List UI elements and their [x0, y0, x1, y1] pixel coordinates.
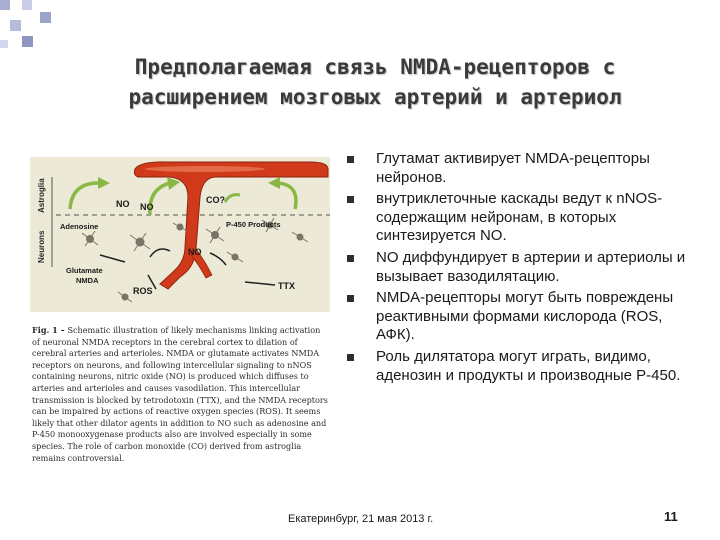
decorative-squares [0, 0, 60, 50]
deco-square [22, 0, 32, 10]
label-adenosine: Adenosine [60, 222, 99, 231]
arrow-co [225, 195, 240, 202]
label-nmda: NMDA [76, 276, 99, 285]
ttx-line [245, 282, 275, 285]
bullet-text: внутриклеточные каскады ведут к nNOS-содержащим нейронам, в которых синтезируется NO. [376, 190, 663, 245]
bullet-item [347, 289, 692, 345]
bullet-item [347, 249, 692, 286]
bullet-square-icon [347, 354, 354, 361]
bullet-text: NO диффундирует в артерии и артериолы и вызывает вазодилятацию. [376, 248, 686, 285]
label-p450: P-450 Products [226, 220, 281, 229]
bullet-item [347, 150, 692, 187]
bullet-text: Глутамат активирует NMDA-рецепторы нейронов. [376, 150, 650, 186]
slide-footer: Екатеринбург, 21 мая 2013 г. [288, 513, 434, 525]
label-ttx: TTX [278, 281, 295, 291]
caption-lead: Fig. 1 – [32, 325, 68, 335]
label-co: CO? [206, 195, 225, 205]
signal-arrow [150, 249, 170, 257]
label-no-bottom: NO [188, 247, 202, 257]
label-astroglia: Astroglia [37, 178, 46, 213]
deco-square [0, 0, 10, 10]
arrow-no-left [70, 183, 98, 209]
label-glutamate: Glutamate [66, 266, 103, 275]
bullet-square-icon [347, 295, 354, 302]
bullet-list [347, 150, 692, 388]
figure-illustration [30, 157, 330, 312]
caption-body: Schematic illustration of likely mechanisms linking activation of neuronal NMDA receptors in the cerebral cortex to dilation of cerebral arteries and arterioles. NMDA or glutamate activates NMDA receptors on neurons, and following intercellular signaling to nNOS containing neurons, nitric oxide (NO) is produced which diffuses to arteries and arterioles and causes vasodilation. This intercellular transmission is blocked by tetrodotoxin (TTX), and the NMDA receptors can be impaired by actions of reactive oxygen species (ROS). It seems likely that other dilator agents in addition to NO such as adenosine and P-450 monooxygenase products also are involved especially in some species. The role of carbon monoxide (CO) derived from astroglia remains controversial. [32, 325, 328, 463]
label-no-top: NO [140, 202, 154, 212]
bullet-item [347, 190, 692, 246]
arrow-head [98, 177, 110, 189]
label-no-left: NO [116, 199, 130, 209]
bullet-square-icon [347, 156, 354, 163]
bullet-text: NMDA-рецепторы могут быть повреждены реактивными формами кислорода (ROS, АФК). [376, 289, 674, 344]
bullet-text: Роль дилятатора могут играть, видимо, аденозин и продукты и производные P-450. [376, 347, 681, 384]
signal-arrow [100, 255, 125, 262]
deco-square [10, 20, 21, 31]
deco-square [0, 40, 8, 48]
bullet-square-icon [347, 255, 354, 262]
label-neurons: Neurons [37, 230, 46, 263]
figure [30, 157, 330, 494]
signal-arrow [210, 253, 226, 265]
artery-highlight [145, 166, 265, 172]
slide-title: Предполагаемая связь NMDA-рецепторов с расширением мозговых артерий и артериол [128, 55, 622, 109]
label-ros: ROS [133, 286, 153, 296]
deco-square [40, 12, 51, 23]
bullet-square-icon [347, 196, 354, 203]
page-number: 11 [664, 509, 678, 524]
arrow-head [268, 177, 280, 189]
illustration-svg [30, 157, 330, 312]
arrow-p450 [278, 183, 296, 209]
bullet-item [347, 348, 692, 385]
figure-caption [32, 325, 328, 464]
deco-square [22, 36, 33, 47]
